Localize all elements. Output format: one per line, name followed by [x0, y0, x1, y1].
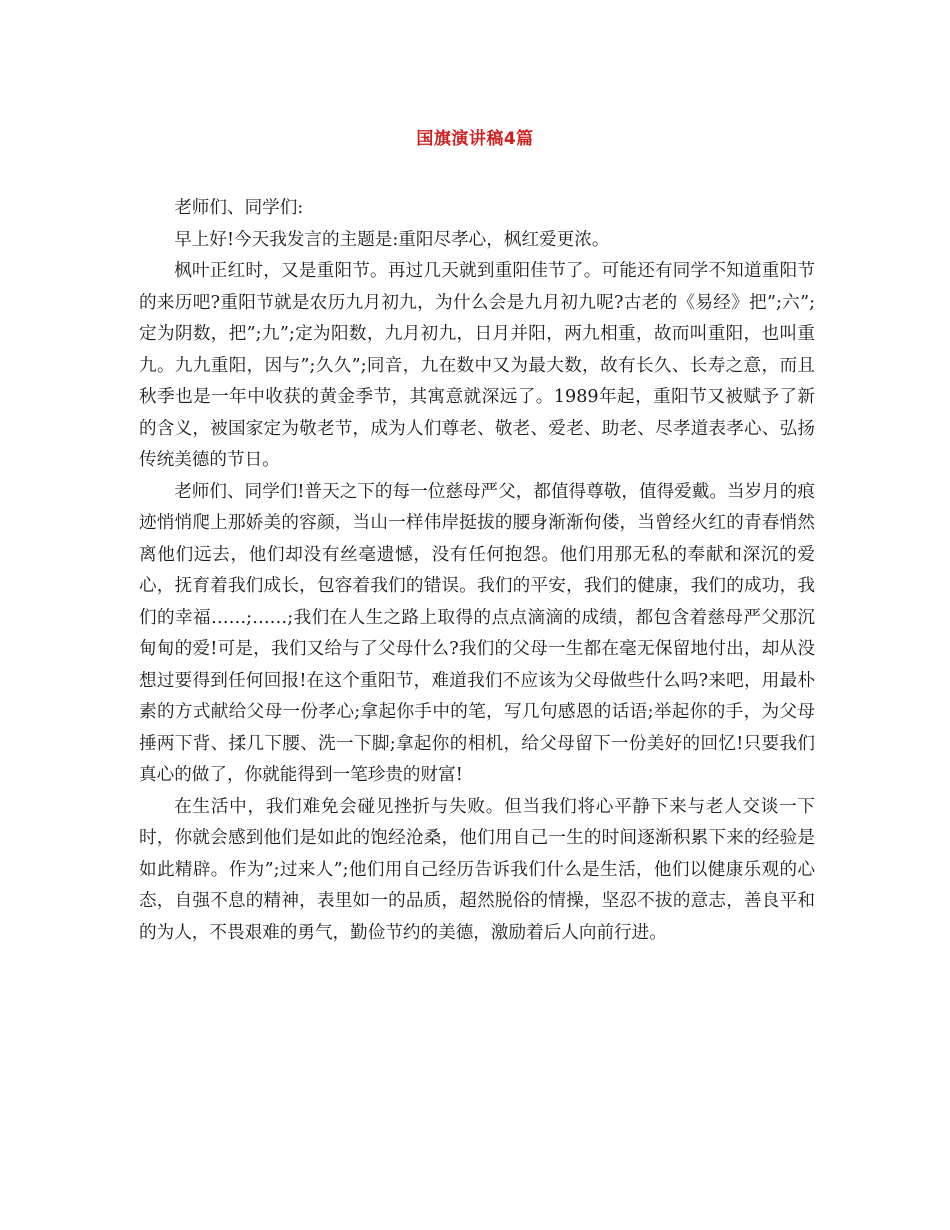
document-title: 国旗演讲稿4篇 [416, 129, 534, 149]
paragraph-life-experience: 在生活中，我们难免会碰见挫折与失败。但当我们将心平静下来与老人交谈一下时，你就会感到他们是如此的饱经沧桑，他们用自己一生的时间逐渐积累下来的经验是如此精辟。作为”;过来人”;他们用自己经历告诉我们什么是生活，他们以健康乐观的心态，自强不息的精神，表里如一的品质，超然脱俗的情操，坚忍不拔的意志，善良平和的为人，不畏艰难的勇气，勤俭节约的美德，激励着后人向前行进。 [139, 796, 815, 943]
paragraph-parents: 老师们、同学们!普天之下的每一位慈母严父，都值得尊敬，值得爱戴。当岁月的痕迹悄悄爬上那娇美的容颜，当山一样伟岸挺拔的腰身渐渐佝偻，当曾经火红的青春悄然离他们远去，他们却没有丝毫遗憾，没有任何抱怨。他们用那无私的奉献和深沉的爱心，抚育着我们成长，包容着我们的错误。我们的平安，我们的健康，我们的成功，我们的幸福……;……;我们在人生之路上取得的点点滴滴的成绩，都包含着慈母严父那沉甸甸的爱!可是，我们又给与了父母什么?我们的父母一生都在毫无保留地付出，却从没想过要得到任何回报!在这个重阳节，难道我们不应该为父母做些什么吗?来吧，用最朴素的方式献给父母一份孝心;拿起你手中的笔，写几句感恩的话语;举起你的手，为父母捶两下背、揉几下腰、洗一下脚;拿起你的相机，给父母留下一份美好的回忆!只要我们真心的做了，你就能得到一笔珍贵的财富! [139, 481, 815, 785]
paragraph-topic: 早上好!今天我发言的主题是:重阳尽孝心，枫红爱更浓。 [174, 229, 610, 250]
paragraph-greeting: 老师们、同学们: [174, 198, 304, 218]
document-body [139, 193, 815, 949]
paragraph-chongyang-origin: 枫叶正红时，又是重阳节。再过几天就到重阳佳节了。可能还有同学不知道重阳节的来历吧?重阳节就是农历九月初九，为什么会是九月初九呢?古老的《易经》把”;六”;定为阴数，把”;九”;定为阳数，九月初九，日月并阳，两九相重，故而叫重阳，也叫重九。九九重阳，因与”;久久”;同音，九在数中又为最大数，故有长久、长寿之意，而且秋季也是一年中收获的黄金季节，其寓意就深远了。1989年起，重阳节又被赋予了新的含义，被国家定为敬老节，成为人们尊老、敬老、爱老、助老、尽孝道表孝心、弘扬传统美德的节日。 [139, 261, 815, 470]
